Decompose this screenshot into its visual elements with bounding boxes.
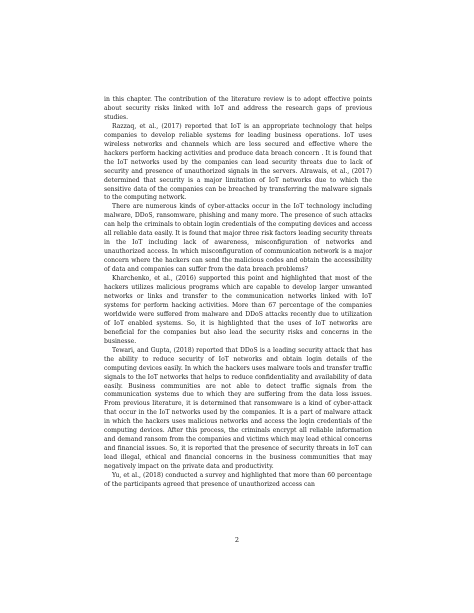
page-number: 2 bbox=[234, 536, 240, 544]
paragraph-kharchenko: Kharchenko, et al., (2016) supported this point and highlighted that most of the hackers utilizes malicious programs which are capable to develop larger unwanted networks or links and transfer to the communication networks linked with IoT systems for perform hacking activities. More than 67 percentage of the companies worldwide were suffered from malware and DDoS attacks recently due to utilization of IoT enabled systems. So, it is highlighted that the uses of IoT networks are beneficial for the companies but also lead the security risks and concerns in the businesse. bbox=[104, 275, 372, 345]
body-text bbox=[104, 96, 372, 490]
paragraph-razzaq: Razzaq, et al., (2017) reported that IoT is an appropriate technology that helps companies to develop reliable systems for leading business operations. IoT uses wireless networks and channels which are less secured and effective where the hackers perform hacking activities and produce data breach concern . It is found that the IoT networks used by the companies can lead security threats due to lack of security and presence of unauthorized signals in the servers. Alrawais, et al., (2017) determined that security is a major limitation of IoT networks due to which the sensitive data of the companies can be breached by transferring the malware signals to the computing network. bbox=[104, 122, 372, 202]
paragraph-yu: Yu, et al., (2018) conducted a survey and highlighted that more than 60 percentage of the participants agreed that presence of unauthorized access can bbox=[104, 472, 372, 488]
paragraph-chapter-intro: in this chapter. The contribution of the literature review is to adopt effective points about security risks linked with IoT and address the research gaps of previous studies. bbox=[104, 96, 372, 121]
paragraph-cyber-attacks: There are numerous kinds of cyber-attacks occur in the IoT technology including malware, DDoS, ransomware, phishing and many more. The presence of such attacks can help the criminals to obtain login credentials of the computing devices and access all reliable data easily. It is found that major three risk factors leading security threats in the IoT including lack of awareness, misconfiguration of networks and unauthorized access. In which misconfiguration of communication network is a major concern where the hackers can send the malicious codes and obtain the accessibility of data and companies can suffer from the data breach problems? bbox=[104, 203, 372, 274]
paragraph-tewari-gupta: Tewari, and Gupta, (2018) reported that DDoS is a leading security attack that has the ability to reduce security of IoT networks and obtain login details of the computing devices easily. In which the hackers uses malware tools and transfer traffic signals to the IoT networks that helps to reduce confidentiality and availability of data easily. Business communities are not able to detect traffic signals from the communication systems due to which they are suffering from the data loss issues. From previous literature, it is determined that ransomware is a kind of cyber-attack that occur in the IoT networks used by the companies. It is a part of malware attack in which the hackers uses malicious networks and access the login credentials of the computing devices. After this process, the criminals encrypt all reliable information and demand ransom from the companies and victims which may lead ethical concerns and financial issues. So, it is reported that the presence of security threats in IoT can lead illegal, ethical and financial concerns in the business communities that may negatively impact on the private data and productivity. bbox=[104, 346, 372, 471]
